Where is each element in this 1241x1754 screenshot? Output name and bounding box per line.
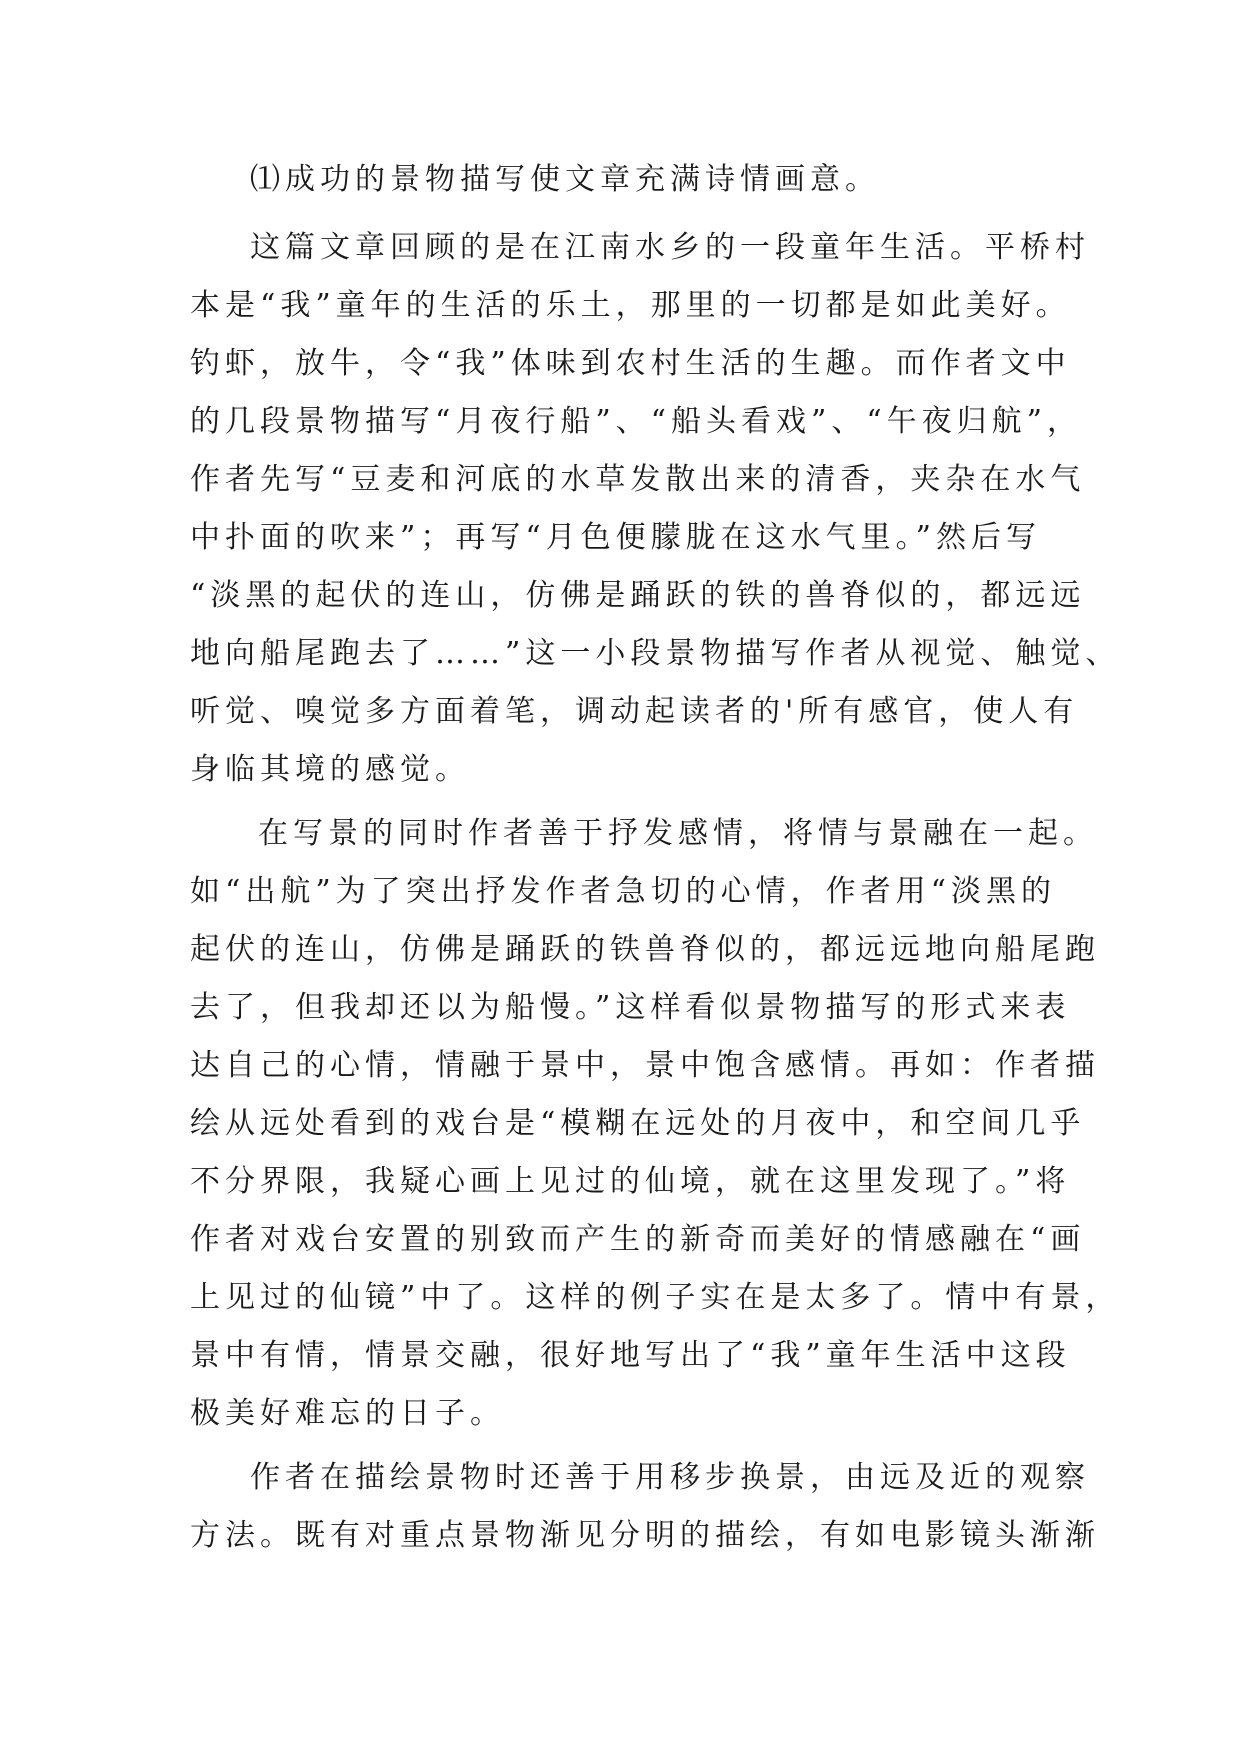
section-heading: ⑴成功的景物描写使文章充满诗情画意。 xyxy=(250,162,880,197)
paragraph-line: 如“出航”为了突出抒发作者急切的心情，作者用“淡黑的 xyxy=(190,874,1057,909)
paragraph-line: 作者在描绘景物时还善于用移步换景，由远及近的观察 xyxy=(250,1460,1090,1495)
paragraph-line: 钓虾，放牛，令“我”体味到农村生活的生趣。而作者文中 xyxy=(190,346,1071,381)
paragraph-line: 本是“我”童年的生活的乐土，那里的一切都是如此美好。 xyxy=(190,288,1071,323)
paragraph-line: 身临其境的感觉。 xyxy=(190,752,470,787)
paragraph-line: 起伏的连山，仿佛是踊跃的铁兽脊似的，都远远地向船尾跑 xyxy=(190,932,1100,967)
paragraph-line: 绘从远处看到的戏台是“模糊在远处的月夜中，和空间几乎 xyxy=(190,1106,1086,1141)
paragraph-line: 作者先写“豆麦和河底的水草发散出来的清香，夹杂在水气 xyxy=(190,462,1086,497)
paragraph-line: “淡黑的起伏的连山，仿佛是踊跃的铁的兽脊似的，都远远 xyxy=(190,578,1086,613)
paragraph-line: 在写景的同时作者善于抒发感情，将情与景融在一起。 xyxy=(258,816,1098,851)
paragraph-line: 听觉、嗅觉多方面着笔，调动起读者的'所有感官，使人有 xyxy=(190,694,1079,729)
paragraph-line: 景中有情，情景交融，很好地写出了“我”童年生活中这段 xyxy=(190,1338,1071,1373)
paragraph-line: 达自己的心情，情融于景中，景中饱含感情。再如：作者描 xyxy=(190,1048,1100,1083)
paragraph-line: 中扑面的吹来”；再写“月色便朦胧在这水气里。”然后写 xyxy=(190,520,1042,555)
paragraph-line: 不分界限，我疑心画上见过的仙境，就在这里发现了。”将 xyxy=(190,1164,1071,1199)
paragraph-line: 去了，但我却还以为船慢。”这样看似景物描写的形式来表 xyxy=(190,990,1071,1025)
paragraph-line: 上见过的仙镜”中了。这样的例子实在是太多了。情中有景， xyxy=(190,1280,1121,1315)
paragraph-line: 极美好难忘的日子。 xyxy=(190,1396,505,1431)
paragraph-line: 这篇文章回顾的是在江南水乡的一段童年生活。平桥村 xyxy=(250,230,1090,265)
paragraph-line: 方法。既有对重点景物渐见分明的描绘，有如电影镜头渐渐 xyxy=(190,1518,1100,1553)
paragraph-line: 的几段景物描写“月夜行船”、“船头看戏”、“午夜归航”， xyxy=(190,404,1083,439)
paragraph-line: 地向船尾跑去了……”这一小段景物描写作者从视觉、触觉、 xyxy=(190,636,1121,671)
paragraph-line: 作者对戏台安置的别致而产生的新奇而美好的情感融在“画 xyxy=(190,1222,1086,1257)
